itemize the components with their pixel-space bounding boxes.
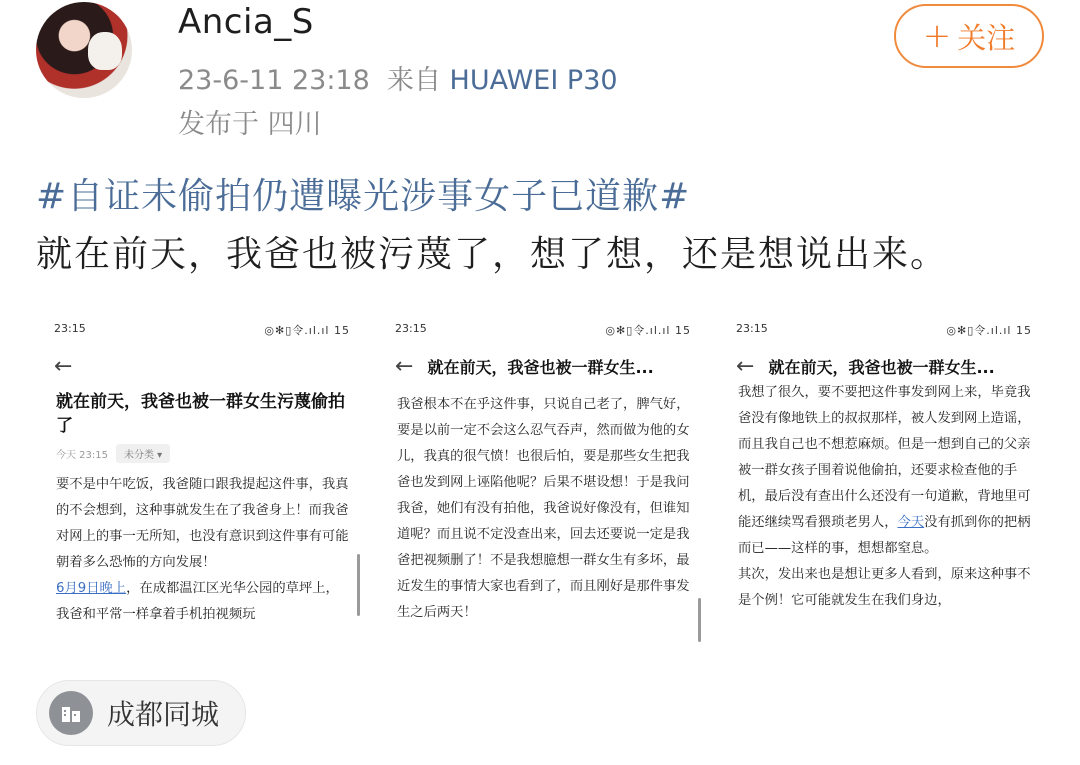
paragraph-text: 要不是中午吃饭，我爸随口跟我提起这件事，我真的不会想到，这种事就发生在了我爸身上！而我爸对网上的事一无所知，也没有意识到这件事有可能朝着多么恐怖的方向发展！	[56, 477, 349, 570]
status-time: 23:15	[736, 322, 768, 335]
status-time: 23:15	[54, 322, 86, 335]
device-name: HUAWEI P30	[449, 65, 618, 96]
follow-button[interactable]	[894, 4, 1044, 68]
article-paragraph: 我爸根本不在乎这件事，只说自己老了，脾气好，要是以前一定不会这么忍气吞声，然而做为他的女儿，我真的很气愤！也很后怕，要是那些女生把我爸也发到网上诬陷他呢？后果不堪设想！于是我问我爸，她们有没有拍他，我爸说好像没有，但谁知道呢？而且说不定没查出来，回去还要说一定是我爸把视频删了！不是我想臆想一群女生有多坏，最近发生的事情大家也看到了，而且刚好是那件事发生之后两天！	[397, 397, 690, 620]
paragraph-text-2: 其次，发出来也是想让更多人看到，原来这种事不是个例！它可能就发生在我们身边，	[738, 567, 1031, 608]
date-link: 6月9日晚上	[56, 581, 127, 596]
status-icons: ◎✻▯令.ıl.ıl 15	[605, 324, 691, 337]
post-text: 就在前天，我爸也被污蔑了，想了想，还是想说出来。	[36, 234, 949, 275]
article-category-tag: 未分类 ▾	[116, 444, 170, 463]
plus-icon: +	[922, 16, 952, 56]
post-timestamp: 23-6-11 23:18	[178, 65, 370, 96]
paragraph-text-continued: 没有抓到你的把柄而已——这样的事，想想都窒息。	[738, 515, 1031, 556]
back-arrow-icon: ←	[736, 354, 755, 379]
status-bar	[736, 322, 1032, 338]
post-location: 发布于 四川	[178, 109, 322, 140]
city-tag-button[interactable]	[36, 680, 246, 746]
scrollbar	[357, 554, 360, 616]
status-icons: ◎✻▯令.ıl.ıl 15	[264, 324, 350, 337]
paragraph-text-continued: ，在成都温江区光华公园的草坪上，我爸和平常一样拿着手机拍视频玩	[56, 581, 339, 622]
user-avatar[interactable]	[36, 2, 132, 98]
article-paragraph	[738, 380, 1034, 614]
article-nav	[395, 354, 654, 379]
username[interactable]: Ancia_S	[178, 2, 314, 42]
nav-title: 就在前天，我爸也被一群女生...	[768, 358, 995, 377]
screenshot-image-3[interactable]	[718, 302, 1046, 648]
city-building-icon	[49, 691, 93, 735]
status-time: 23:15	[395, 322, 427, 335]
scrollbar	[698, 598, 701, 642]
image-grid	[36, 302, 1046, 648]
status-bar	[54, 322, 350, 338]
status-bar	[395, 322, 691, 338]
article-date: 今天 23:15	[56, 450, 108, 461]
follow-label: 关注	[957, 20, 1016, 55]
source-prefix: 来自	[386, 65, 441, 96]
article-title: 就在前天，我爸也被一群女生污蔑偷拍了	[56, 392, 345, 436]
article-paragraph	[56, 472, 352, 628]
article-nav	[736, 354, 995, 379]
back-arrow-icon: ←	[395, 354, 414, 379]
paragraph-text: 我想了很久，要不要把这件事发到网上来，毕竟我爸没有像地铁上的叔叔那样，被人发到网上造谣，而且我自己也不想惹麻烦。但是一想到自己的父亲被一群女孩子围着说他偷拍，还要求检查他的手机，最后没有查出什么还没有一句道歉，背地里可能还继续骂看猥琐老男人，	[738, 385, 1031, 530]
city-tag-label: 成都同城	[107, 698, 220, 731]
back-arrow-icon: ←	[54, 354, 73, 379]
screenshot-image-2[interactable]	[377, 302, 705, 648]
article-nav	[54, 354, 72, 379]
post-meta	[178, 58, 618, 97]
nav-title: 就在前天，我爸也被一群女生...	[427, 358, 654, 377]
hashtag-link[interactable]: #自证未偷拍仍遭曝光涉事女子已道歉#	[36, 176, 691, 217]
status-icons: ◎✻▯令.ıl.ıl 15	[946, 324, 1032, 337]
today-link: 今天	[897, 515, 925, 530]
article-meta	[56, 444, 170, 463]
screenshot-image-1[interactable]	[36, 302, 364, 648]
